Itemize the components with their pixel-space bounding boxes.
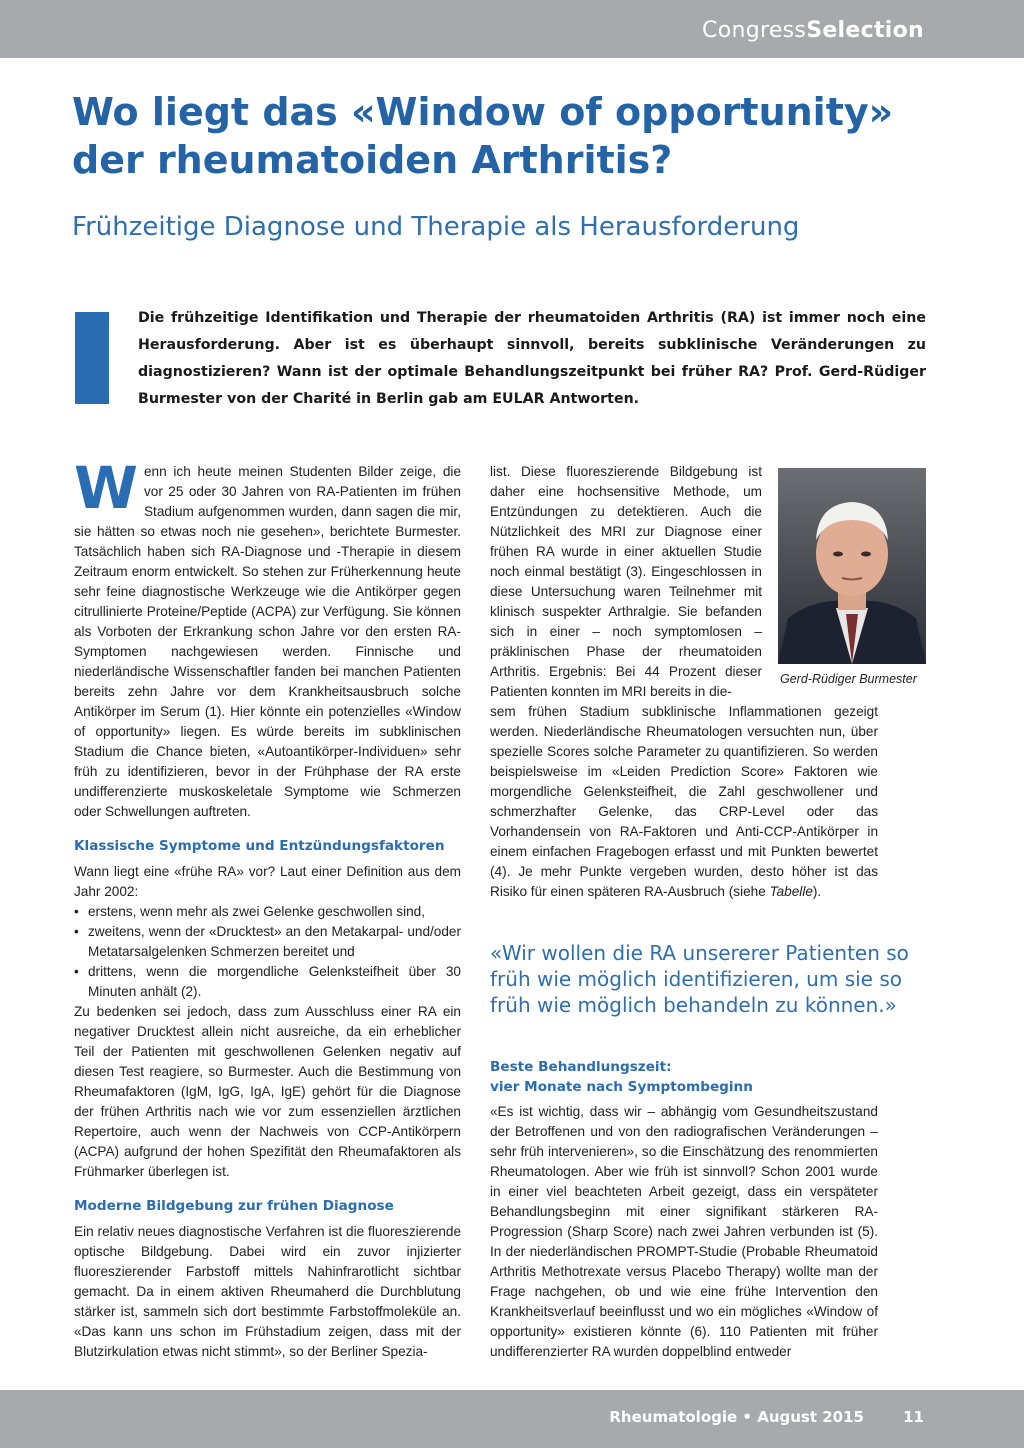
list-item: • zweitens, wenn der «Drucktest» an den Metakarpal- und/oder Metatarsalgelenken Schmerzen bereitet und xyxy=(74,922,461,962)
heading-line-1: Beste Behandlungszeit: xyxy=(490,1059,672,1075)
brand-light: Congress xyxy=(702,18,807,43)
portrait-image xyxy=(778,468,926,664)
intro-paragraph xyxy=(74,454,461,822)
footer-bar xyxy=(0,1390,1024,1448)
portrait-photo xyxy=(778,468,926,664)
treatment-paragraph: «Es ist wichtig, dass wir – abhängig vom Gesundheitszustand der Betroffenen und von den radiografischen Veränderungen – sehr früh intervenieren», so die Einschätzung des renommierten Rheumatologen. Aber wie früh ist sinnvoll? Schon 2001 wurde in einer viel beachteten Arbeit gezeigt, dass ein verspäteter Behandlungsbeginn mit einer signifikant stärkeren RA-Progression (Sharp Score) nach zwei Jahren verbunden ist (5). In der niederländischen PROMPT-Studie (Probable Rheumatoid Arthritis Methotrexate versus Placebo Therapy) wollte man der Frage nachgehen, ob und wie eine frühe Intervention den Krankheitsverlauf beeinflusst und wo ein mögliches «Window of opportunity» existieren könnte (6). 110 Patienten mit früher undifferenzierter RA wurden doppelblind entweder xyxy=(490,1104,878,1359)
dropcap-w: W xyxy=(74,454,138,522)
page-number: 11 xyxy=(903,1408,924,1426)
definition-paragraph: Wann liegt eine «frühe RA» vor? Laut einer Definition aus dem Jahr 2002: xyxy=(74,864,461,899)
photo-caption: Gerd-Rüdiger Burmester xyxy=(780,672,917,686)
pull-quote: «Wir wollen die RA unsererer Patienten so früh wie möglich identifizieren, um sie so früh wie möglich behandeln zu können.» xyxy=(490,941,909,1017)
column-right-wide xyxy=(490,702,878,902)
heading-line-2: vier Monate nach Symptombeginn xyxy=(490,1079,753,1095)
journal-issue: Rheumatologie • August 2015 xyxy=(609,1408,864,1426)
congress-selection-logo xyxy=(702,18,924,43)
drucktest-paragraph: Zu bedenken sei jedoch, dass zum Ausschluss einer RA ein negativer Drucktest allein nicht ausreiche, da ein erheblicher Teil der Patienten mit geschwollenen Gelenken negativ auf diesen Test reagiere, so Burmester. Auch die Bestimmung von Rheumafaktoren (IgM, IgG, IgA, IgE) gehört für die Diagnose der frühen Arthritis nach wie vor zum essenziellen ärztlichen Repertoire, auch wenn der Nachweis von CCP-Antikörpern (ACPA) aufgrund der hohen Spezifität den Rheumafaktoren als Frühmarker überlegen ist. xyxy=(74,1004,461,1179)
score-paragraph xyxy=(490,702,878,902)
list-item: • erstens, wenn mehr als zwei Gelenke geschwollen sind, xyxy=(74,902,461,922)
mri-paragraph: list. Diese fluoreszierende Bildgebung ist daher eine hochsensitive Methode, um Entzündungen zu detektieren. Auch die Nützlichkeit des MRI zur Diagnose einer frühen RA wurde in einer aktuellen Studie noch einmal bestätigt (3). Eingeschlossen in diese Untersuchung waren Teilnehmer mit klinisch suspekter Arthralgie. Sie befanden sich in einer – noch symptomlosen – präklinischen Phase der rheumatoiden Arthritis. Ergebnis: Bei 44 Prozent dieser Patienten konnten im MRI bereits in die- xyxy=(490,464,762,699)
column-right-bottom xyxy=(490,1102,878,1362)
article-title: Wo liegt das «Window of opportunity» der rheumatoiden Arthritis? xyxy=(72,90,894,182)
brand-bold: Selection xyxy=(806,18,924,43)
score-text: sem frühen Stadium subklinische Inflammationen gezeigt werden. Niederländische Rheumatologen versuchten nun, über spezielle Scores solche Parameter zu quantifizieren. So werden beispielsweise im «Leiden Prediction Score» Faktoren wie morgendliche Gelenksteifheit, die Zahl geschwollener und schmerzhafter Gelenke, das CRP-Level oder das Vorhandensein von RA-Faktoren und Anti-CCP-Antikörper in einem einfachen Fragebogen erfasst und mit Punkten bewertet (4). Je mehr Punkte vergeben wurden, desto höher ist das Risiko für einen späteren RA-Ausbruch (siehe xyxy=(490,704,878,899)
section-heading-symptoms: Klassische Symptome und Entzündungsfaktoren xyxy=(74,838,445,854)
intro-text: enn ich heute meinen Studenten Bilder zeige, die vor 25 oder 30 Jahren von RA-Patienten im frühen Stadium aufgenommen wurden, dann sagen die mir, sie hätten so etwas noch nie gesehen», berichtete Burmester. Tatsächlich haben sich RA-Diagnose und -Therapie in diesem Zeitraum enorm entwickelt. So stehen zur Früherkennung heute sehr feine diagnostische Werkzeuge wie die Antikörper gegen citrullinierte Proteine/Peptide (ACPA) zur Verfügung. Sie können als Vorboten der Erkrankung schon Jahre vor den ersten RA-Symptomen nachgewiesen werden. Finnische und niederländische Wissenschaftler fanden bei manchen Patienten bereits zehn Jahre vor dem Krankheitsausbruch solche Antikörper im Serum (1). Hier könnte ein potenzielles «Window of opportunity» liegen. Es würde bereits im subklinischen Stadium die Chance bieten, «Autoantikörper-Individuen» sehr früh zu identifizieren, bevor in der Frühphase der RA erste undifferenzierte muskoskeletale Symptome wie Schmerzen oder Schwellungen auftreten. xyxy=(74,464,461,819)
column-right-narrow xyxy=(490,462,762,702)
article-subtitle: Frühzeitige Diagnose und Therapie als Herausforderung xyxy=(72,212,800,242)
score-text-end: ). xyxy=(812,884,822,899)
imaging-paragraph: Ein relativ neues diagnostische Verfahren ist die fluoreszierende optische Bildgebung. Dabei wird ein zuvor injizierter fluoreszierender Farbstoff mittels Nahinfrarotlicht sichtbar gemacht. Da in einem aktiven Rheumaherd die Durchblutung stärker ist, sammeln sich dort bestimmte Farbstoffmoleküle an. «Das kann uns schon im Frühstadium zeigen, dass mit der Blutzirkulation etwas nicht stimmt», so der Berliner Spezia- xyxy=(74,1224,461,1359)
header-bar xyxy=(0,0,1024,58)
column-left xyxy=(74,454,461,1362)
list-item: • drittens, wenn die morgendliche Gelenksteifheit über 30 Minuten anhält (2). xyxy=(74,962,461,1002)
table-reference: Tabelle xyxy=(769,884,813,899)
criteria-list xyxy=(74,902,461,1002)
lead-dropcap-bar xyxy=(75,312,109,404)
section-heading-imaging: Moderne Bildgebung zur frühen Diagnose xyxy=(74,1198,394,1214)
lead-paragraph: Die frühzeitige Identifikation und Therapie der rheumatoiden Arthritis (RA) ist immer noch eine Herausforderung. Aber ist es überhaupt sinnvoll, bereits subklinische Veränderungen zu diagnostizieren? Wann ist der optimale Behandlungszeitpunkt bei früher RA? Prof. Gerd-Rüdiger Burmester von der Charité in Berlin gab am EULAR Antworten. xyxy=(138,310,926,407)
section-heading-treatment xyxy=(490,1057,878,1097)
